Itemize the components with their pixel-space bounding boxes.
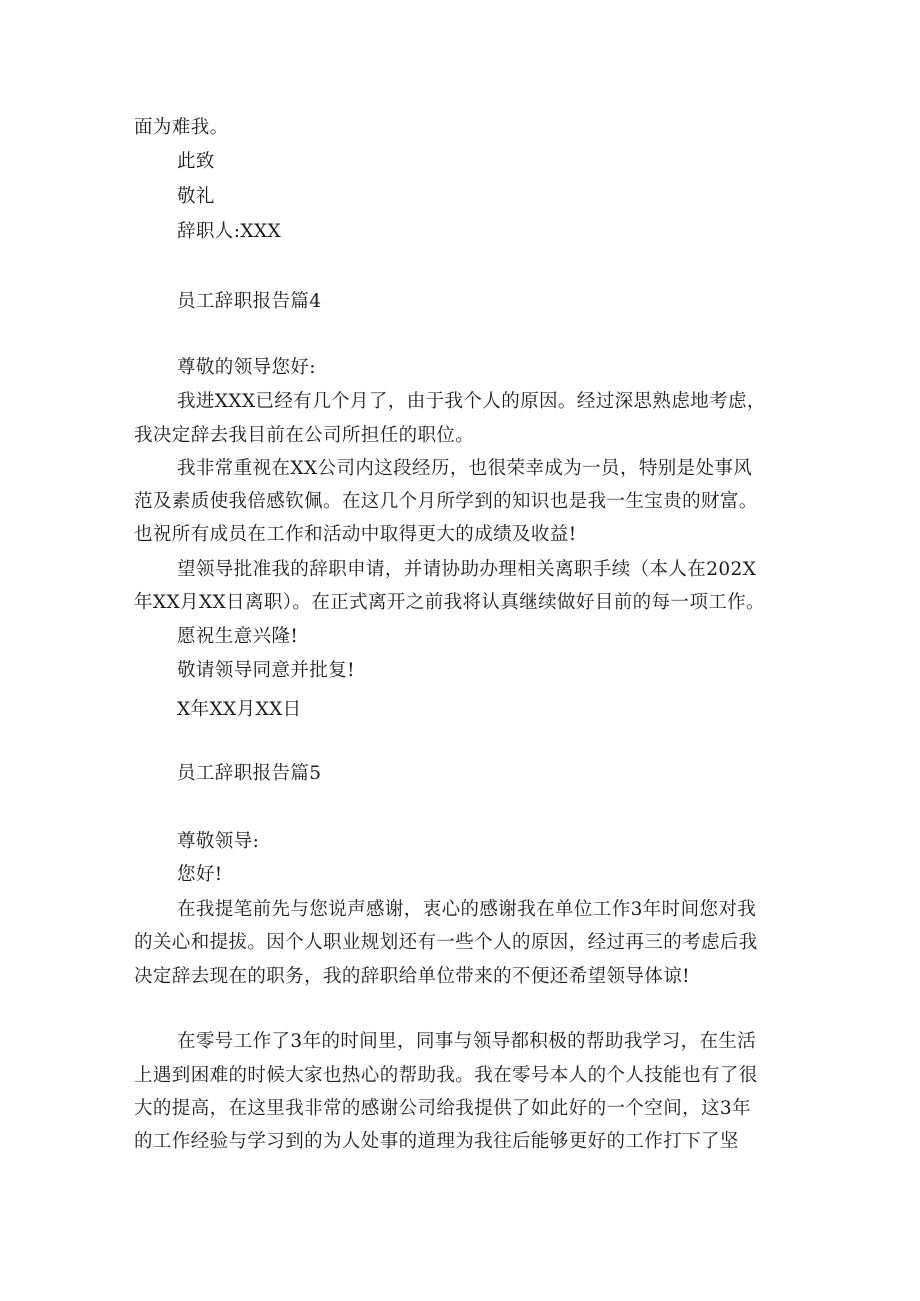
wish-line: 愿祝生意兴隆! <box>177 626 299 647</box>
paragraph-line: 在零号工作了3年的时间里，同事与领导都积极的帮助我学习，在生活 <box>177 1031 757 1052</box>
paragraph-line: 决定辞去现在的职务，我的辞职给单位带来的不便还希望领导体谅! <box>134 966 690 987</box>
paragraph-line: 我非常重视在XX公司内这段经历，也很荣幸成为一员，特别是处事风 <box>177 458 753 479</box>
paragraph-continuation: 面为难我。 <box>134 117 229 138</box>
greeting-line: 尊敬的领导您好: <box>177 357 316 378</box>
closing-regards: 敬礼 <box>177 186 215 207</box>
paragraph-line: 在我提笔前先与您说声感谢，衷心的感谢我在单位工作3年时间您对我 <box>177 899 757 920</box>
paragraph-line: 范及素质使我倍感钦佩。在这几个月所学到的知识也是我一生宝贵的财富。 <box>134 491 758 512</box>
signature-line: 辞职人:XXX <box>177 221 282 242</box>
greeting-line: 尊敬领导: <box>177 831 260 852</box>
paragraph-line: 的关心和提拔。因个人职业规划还有一些个人的原因，经过再三的考虑后我 <box>134 932 758 953</box>
section-heading-4: 员工辞职报告篇4 <box>177 291 322 312</box>
paragraph-line: 上遇到困难的时候大家也热心的帮助我。我在零号本人的个人技能也有了很 <box>134 1065 758 1086</box>
closing-salutation: 此致 <box>177 151 215 172</box>
paragraph-line: 大的提高，在这里我非常的感谢公司给我提供了如此好的一个空间，这3年 <box>134 1098 751 1119</box>
paragraph-line: 的工作经验与学习到的为人处事的道理为我往后能够更好的工作打下了坚 <box>134 1131 739 1152</box>
paragraph-line: 我进XXX已经有几个月了，由于我个人的原因。经过深思熟虑地考虑， <box>177 391 766 412</box>
date-line: X年XX月XX日 <box>177 699 302 720</box>
paragraph-line: 也祝所有成员在工作和活动中取得更大的成绩及收益! <box>134 524 577 545</box>
section-heading-5: 员工辞职报告篇5 <box>177 763 322 784</box>
request-line: 敬请领导同意并批复! <box>177 660 355 681</box>
paragraph-line: 我决定辞去我目前在公司所担任的职位。 <box>134 425 475 446</box>
paragraph-line: 年XX月XX日离职）。在正式离开之前我将认真继续做好目前的每一项工作。 <box>134 592 765 613</box>
hello-line: 您好! <box>177 864 223 885</box>
paragraph-line: 望领导批准我的辞职申请，并请协助办理相关离职手续（本人在202X <box>177 559 757 580</box>
